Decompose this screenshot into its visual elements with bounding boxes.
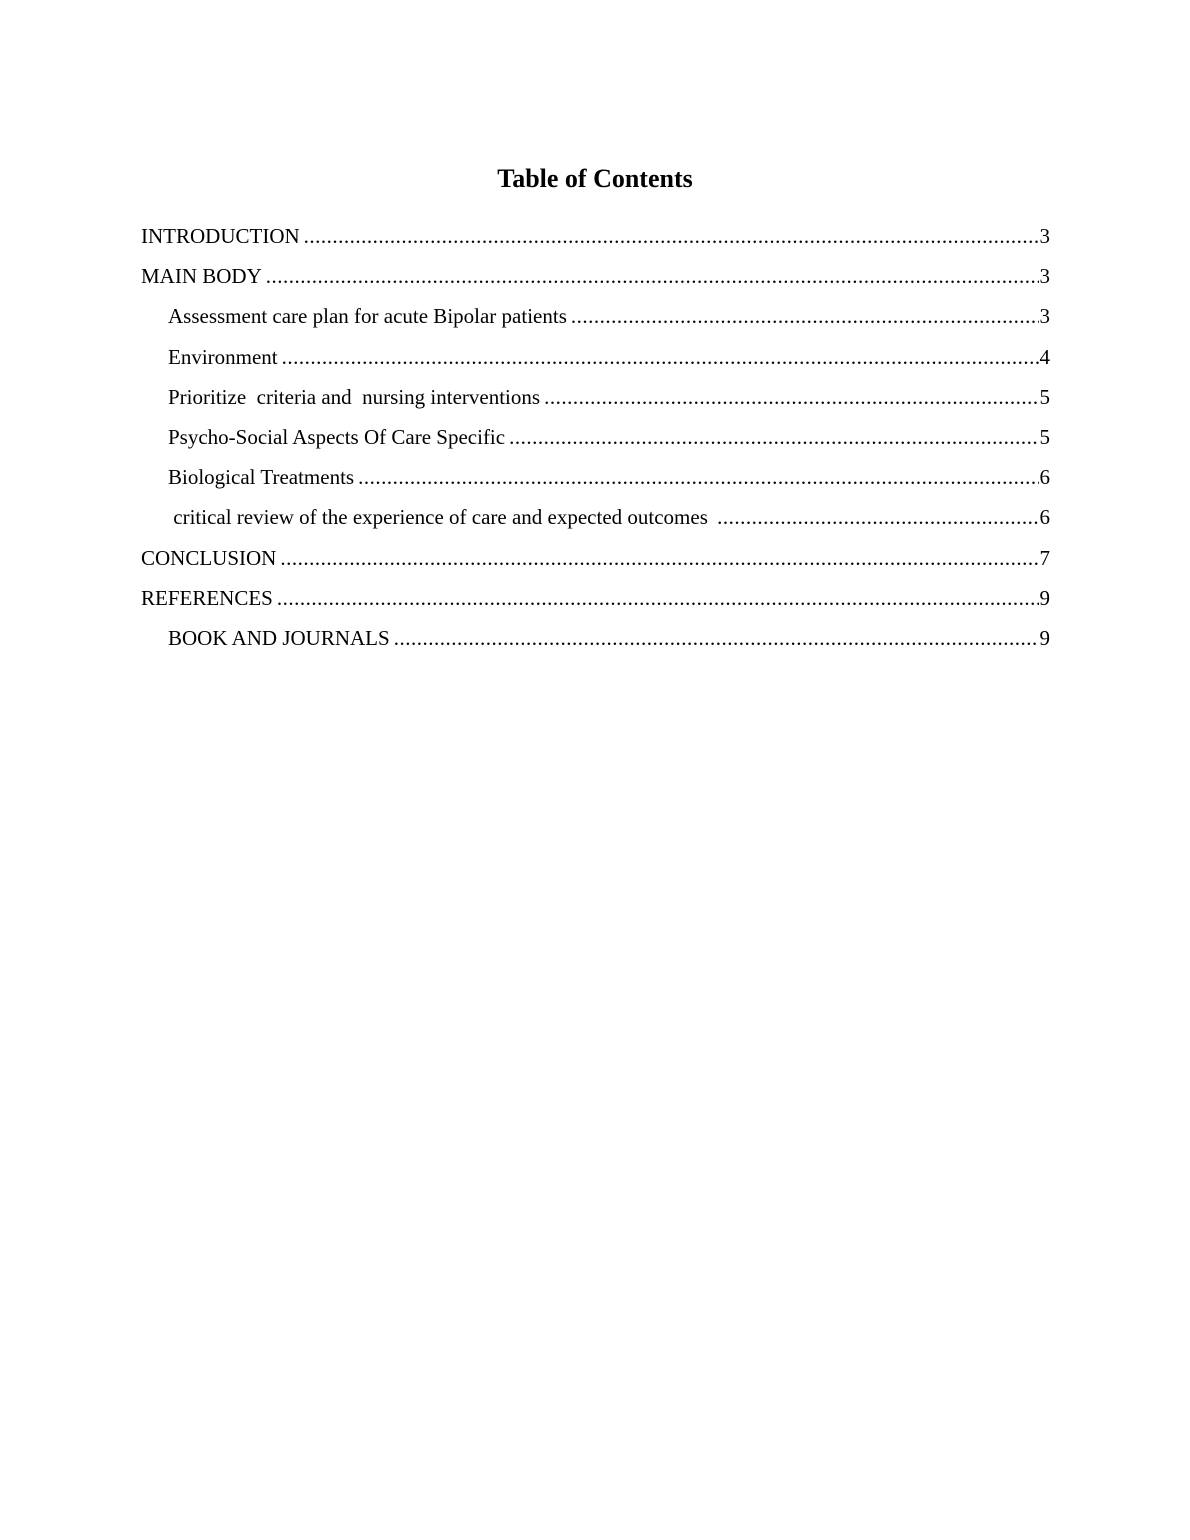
toc-entry-text: Environment bbox=[168, 344, 278, 369]
toc-entry-prioritize-criteria[interactable] bbox=[141, 381, 1050, 421]
toc-entry-assessment-care-plan[interactable] bbox=[141, 300, 1050, 340]
toc-leader-dots bbox=[544, 381, 1038, 413]
toc-leader-dots bbox=[277, 582, 1039, 614]
toc-leader-dots bbox=[358, 461, 1038, 493]
toc-entry-text: Assessment care plan for acute Bipolar patients bbox=[168, 304, 567, 329]
toc-page-number: 6 bbox=[1039, 465, 1050, 490]
toc-entry-text: Biological Treatments bbox=[168, 465, 355, 490]
toc-page-number: 7 bbox=[1039, 545, 1050, 570]
toc-page-number: 5 bbox=[1039, 384, 1050, 409]
toc-page-number: 6 bbox=[1039, 505, 1050, 530]
toc-page-number: 3 bbox=[1039, 304, 1050, 329]
toc-leader-dots bbox=[571, 300, 1039, 332]
toc-leader-dots bbox=[304, 220, 1039, 252]
toc-entry-introduction[interactable] bbox=[141, 220, 1050, 260]
toc-page-number: 3 bbox=[1039, 224, 1050, 248]
toc-entry-references[interactable] bbox=[141, 582, 1050, 622]
toc-entry-main-body[interactable] bbox=[141, 260, 1050, 300]
toc-page-number: 3 bbox=[1039, 264, 1050, 289]
toc-leader-dots bbox=[509, 421, 1038, 453]
toc-entry-text: Psycho-Social Aspects Of Care Specific bbox=[168, 424, 506, 449]
toc-entry-text: critical review of the experience of care and expected outcomes bbox=[168, 505, 714, 530]
toc-leader-dots bbox=[717, 501, 1038, 533]
toc-page-number: 9 bbox=[1039, 625, 1050, 650]
toc-page-number: 9 bbox=[1039, 585, 1050, 610]
toc-entry-text: CONCLUSION bbox=[141, 545, 277, 570]
toc-leader-dots bbox=[266, 260, 1039, 292]
toc-leader-dots bbox=[280, 542, 1038, 574]
toc-entry-conclusion[interactable] bbox=[141, 542, 1050, 582]
toc-entry-text: REFERENCES bbox=[141, 585, 273, 610]
toc-entry-environment[interactable] bbox=[141, 341, 1050, 381]
toc-entry-biological-treatments[interactable] bbox=[141, 461, 1050, 501]
toc-entry-text: MAIN BODY bbox=[141, 264, 262, 289]
toc-entry-critical-review[interactable] bbox=[141, 501, 1050, 541]
toc-entry-psycho-social-aspects[interactable] bbox=[141, 421, 1050, 461]
toc-entry-text: Prioritize criteria and nursing interventions bbox=[168, 384, 541, 409]
toc-entry-text: INTRODUCTION bbox=[141, 224, 300, 248]
toc-page-number: 5 bbox=[1039, 424, 1050, 449]
toc-entry-text: BOOK AND JOURNALS bbox=[168, 625, 390, 650]
toc-page-number: 4 bbox=[1039, 344, 1050, 369]
toc-entry-book-and-journals[interactable] bbox=[141, 622, 1050, 662]
toc-leader-dots bbox=[394, 622, 1039, 654]
toc-leader-dots bbox=[282, 341, 1039, 373]
toc-title: Table of Contents bbox=[497, 164, 693, 193]
toc-list bbox=[141, 220, 1050, 662]
